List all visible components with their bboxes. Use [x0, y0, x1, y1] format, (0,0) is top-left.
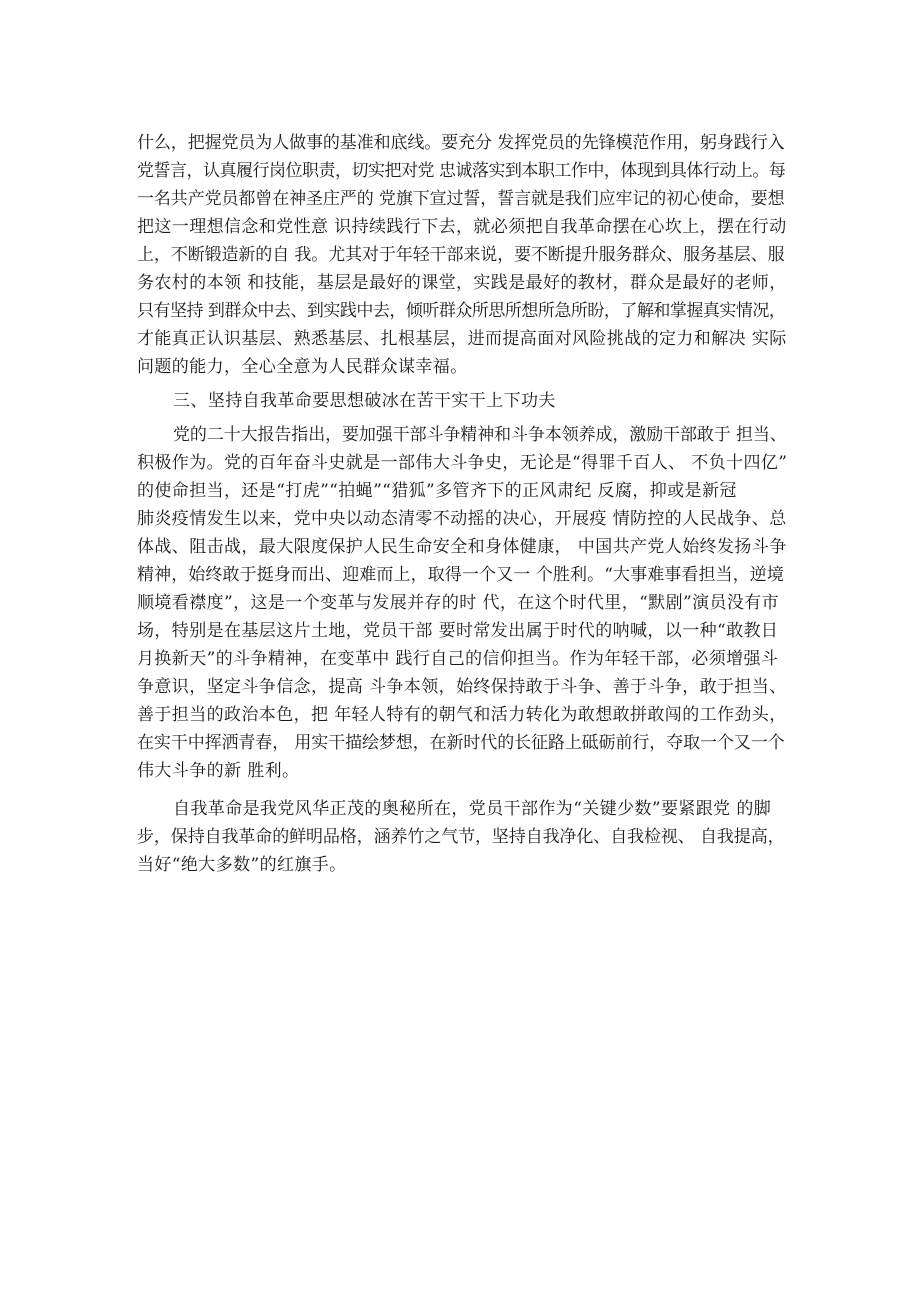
text-line: 体战、阻击战，最大限度保护人民生命安全和身体健康， 中国共产党人始终发扬斗争 [137, 537, 787, 557]
text-line: 才能真正认识基层、熟悉基层、扎根基层，进而提高面对风险挑战的定力和解决 实际 [137, 329, 787, 349]
text-line: 把这一理想信念和党性意 识持续践行下去，就必须把自我革命摆在心坎上，摆在行动 [137, 217, 787, 237]
text-line: 问题的能力，全心全意为人民群众谋幸福。 [137, 357, 468, 377]
text-line: 场，特别是在基层这片土地，党员干部 要时常发出属于时代的呐喊，以一种“敢教日 [137, 621, 779, 641]
text-line: 的使命担当，还是“打虎”“拍蝇”“猎狐”多管齐下的正风肃纪 反腐，抑或是新冠 [137, 481, 737, 501]
paragraph [137, 421, 787, 785]
text-line: 善于担当的政治本色，把 年轻人特有的朝气和活力转化为敢想敢拼敢闯的工作劲头， [137, 705, 787, 725]
paragraph [137, 129, 787, 381]
text-line: 务农村的本领 和技能，基层是最好的课堂，实践是最好的教材，群众是最好的老师， [137, 273, 787, 293]
text-line: 肺炎疫情发生以来，党中央以动态清零不动摇的决心，开展疫 情防控的人民战争、总 [137, 509, 787, 529]
text-line: 什么，把握党员为人做事的基准和底线。要充分 发挥党员的先锋模范作用，躬身践行入 [137, 133, 785, 153]
text-line: 党誓言，认真履行岗位职责，切实把对党 忠诚落实到本职工作中，体现到具体行动上。每 [137, 161, 786, 181]
paragraph [137, 795, 787, 879]
text-line: 当好“绝大多数”的红旗手。 [137, 855, 347, 875]
section-heading [137, 387, 787, 415]
text-line: 一名共产党员都曾在神圣庄严的 党旗下宣过誓，誓言就是我们应牢记的初心使命，要想 [137, 189, 785, 209]
text-line: 只有坚持 到群众中去、到实践中去，倾听群众所思所想所急所盼，了解和掌握真实情况， [137, 301, 786, 321]
text-line: 争意识，坚定斗争信念，提高 斗争本领，始终保持敢于斗争、善于斗争，敢于担当、 [137, 677, 787, 697]
text-line: 步，保持自我革命的鲜明品格，涵养竹之气节，坚持自我净化、自我检视、 自我提高， [137, 827, 785, 847]
document-body [137, 129, 787, 879]
text-line: 上，不断锻造新的自 我。尤其对于年轻干部来说，要不断提升服务群众、服务基层、服 [137, 245, 785, 265]
text-line: 精神，始终敢于挺身而出、迎难而上，取得一个又一 个胜利。“大事难事看担当，逆境 [137, 565, 784, 585]
text-line: 自我革命是我党风华正茂的奥秘所在，党员干部作为“关键少数”要紧跟党 的脚 [173, 799, 772, 819]
text-line: 积极作为。党的百年奋斗史就是一部伟大斗争史，无论是“得罪千百人、 不负十四亿” [137, 453, 788, 473]
text-line: 党的二十大报告指出，要加强干部斗争精神和斗争本领养成，激励干部敢于 担当、 [173, 425, 787, 445]
text-line: 伟大斗争的新 胜利。 [137, 761, 300, 781]
text-line: 顺境看襟度”，这是一个变革与发展并存的时 代，在这个时代里，“默剧”演员没有市 [137, 593, 780, 613]
section-heading-text: 三、坚持自我革命要思想破冰在苦干实干上下功夫 [173, 391, 556, 411]
text-line: 月换新天”的斗争精神，在变革中 践行自己的信仰担当。作为年轻干部，必须增强斗 [137, 649, 779, 669]
text-line: 在实干中挥洒青春， 用实干描绘梦想，在新时代的长征路上砥砺前行，夺取一个又一个 [137, 733, 785, 753]
